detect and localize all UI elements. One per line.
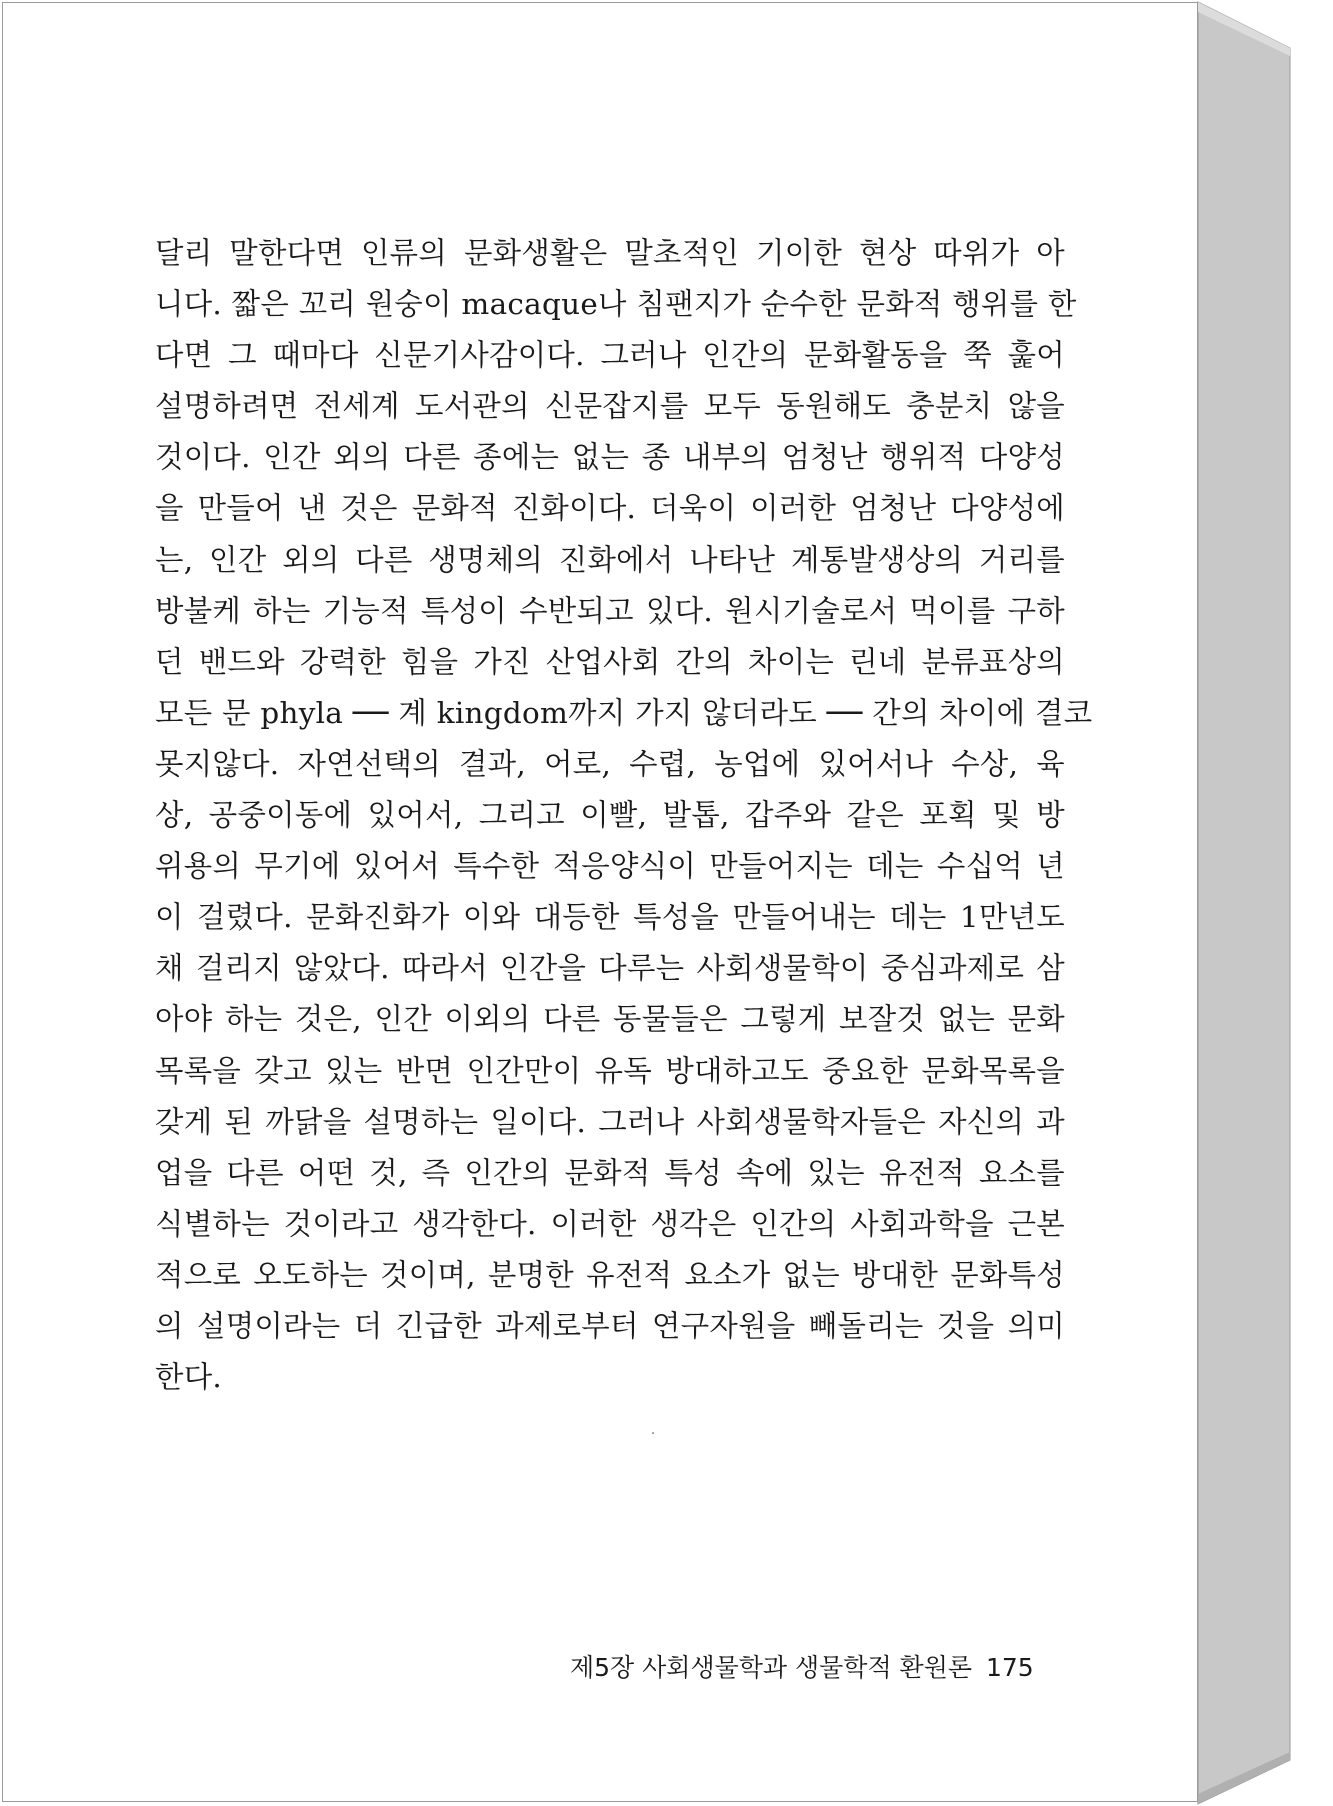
text-line: 방불케 하는 기능적 특성이 수반되고 있다. 원시기술로서 먹이를 구하: [155, 593, 1065, 628]
text-line: 모든 문 phyla ── 계 kingdom까지 가지 않더라도 ── 간의 차이에 결코: [155, 695, 1093, 730]
text-line: 위용의 무기에 있어서 특수한 적응양식이 만들어지는 데는 수십억 년: [155, 849, 1065, 884]
text-line: 달리 말한다면 인류의 문화생활은 말초적인 기이한 현상 따위가 아: [155, 236, 1065, 270]
text-line: 적으로 오도하는 것이며, 분명한 유전적 요소가 없는 방대한 문화특성: [155, 1257, 1065, 1292]
text-line: 못지않다. 자연선택의 결과, 어로, 수렵, 농업에 있어서나 수상, 육: [155, 746, 1065, 781]
text-line: 니다. 짧은 꼬리 원숭이 macaque나 침팬지가 순수한 문화적 행위를 한: [155, 287, 1077, 322]
text-line: 것이다. 인간 외의 다른 종에는 없는 종 내부의 엄청난 행위적 다양성: [155, 440, 1065, 475]
text-line: 식별하는 것이라고 생각한다. 이러한 생각은 인간의 사회과학을 근본: [155, 1206, 1065, 1241]
text-line: 설명하려면 전세계 도서관의 신문잡지를 모두 동원해도 충분치 않을: [155, 389, 1065, 424]
text-line: 상, 공중이동에 있어서, 그리고 이빨, 발톱, 갑주와 같은 포획 및 방: [155, 798, 1065, 833]
page-number: 175: [986, 1653, 1034, 1682]
text-line: 갖게 된 까닭을 설명하는 일이다. 그러나 사회생물학자들은 자신의 과: [155, 1104, 1065, 1139]
text-line: 채 걸리지 않았다. 따라서 인간을 다루는 사회생물학이 중심과제로 삼: [155, 951, 1065, 986]
text-line: 는, 인간 외의 다른 생명체의 진화에서 나타난 계통발생상의 거리를: [155, 542, 1065, 577]
text-line: 한다.: [155, 1360, 223, 1395]
text-line: 던 밴드와 강력한 힘을 가진 산업사회 간의 차이는 린네 분류표상의: [155, 644, 1065, 679]
body-text: [155, 228, 1093, 1403]
scan-speck: [652, 1432, 654, 1434]
text-line: 을 만들어 낸 것은 문화적 진화이다. 더욱이 이러한 엄청난 다양성에: [155, 491, 1065, 526]
text-line: 이 걸렸다. 문화진화가 이와 대등한 특성을 만들어내는 데는 1만년도: [155, 900, 1065, 935]
running-head: 제5장 사회생물학과 생물학적 환원론: [570, 1653, 972, 1682]
text-line: 의 설명이라는 더 긴급한 과제로부터 연구자원을 빼돌리는 것을 의미: [155, 1308, 1065, 1343]
text-line: 다면 그 때마다 신문기사감이다. 그러나 인간의 문화활동을 쭉 훑어: [155, 338, 1065, 373]
text-line: 업을 다른 어떤 것, 즉 인간의 문화적 특성 속에 있는 유전적 요소를: [155, 1155, 1065, 1190]
text-line: 아야 하는 것은, 인간 이외의 다른 동물들은 그렇게 보잘것 없는 문화: [155, 1002, 1065, 1037]
text-line: 목록을 갖고 있는 반면 인간만이 유독 방대하고도 중요한 문화목록을: [155, 1053, 1065, 1088]
page-footer: [570, 1648, 1035, 1684]
